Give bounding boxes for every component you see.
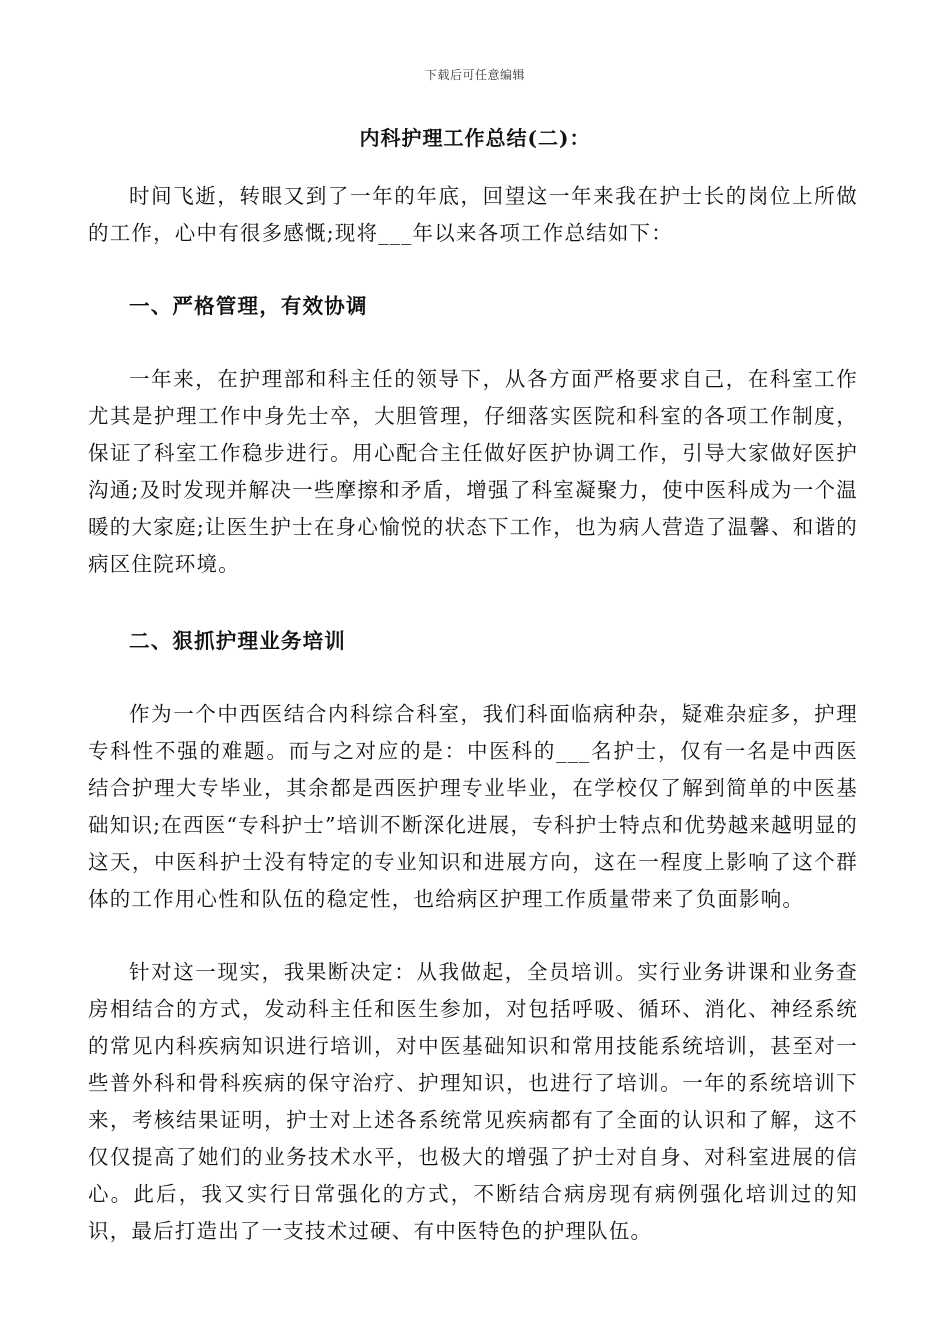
intro-paragraph: 时间飞逝，转眼又到了一年的年底，回望这一年来我在护士长的岗位上所做的工作，心中有很多感慨;现将___年以来各项工作总结如下：: [88, 184, 858, 245]
section-heading-1: 一、严格管理，有效协调: [129, 294, 368, 318]
section-2-paragraph-2: 针对这一现实，我果断决定：从我做起，全员培训。实行业务讲课和业务查房相结合的方式，发动科主任和医生参加，对包括呼吸、循环、消化、神经系统的常见内科疾病知识进行培训，对中医基础知识和常用技能系统培训，甚至对一些普外科和骨科疾病的保守治疗、护理知识，也进行了培训。一年的系统培训下来，考核结果证明，护士对上述各系统常见疾病都有了全面的认识和了解，这不仅仅提高了她们的业务技术水平，也极大的增强了护士对自身、对科室进展的信心。此后，我又实行日常强化的方式，不断结合病房现有病例强化培训过的知识，最后打造出了一支技术过硬、有中医特色的护理队伍。: [88, 960, 858, 1243]
section-heading-2: 二、狠抓护理业务培训: [129, 629, 346, 653]
document-title: 内科护理工作总结(二)：: [359, 126, 591, 150]
document-body: [88, 178, 858, 1250]
header-note: 下载后可任意编辑: [424, 68, 525, 82]
section-1-paragraph-1: 一年来，在护理部和科主任的领导下，从各方面严格要求自己，在科室工作尤其是护理工作中身先士卒，大胆管理，仔细落实医院和科室的各项工作制度，保证了科室工作稳步进行。用心配合主任做好医护协调工作，引导大家做好医护沟通;及时发现并解决一些摩擦和矛盾，增强了科室凝聚力，使中医科成为一个温暖的大家庭;让医生护士在身心愉悦的状态下工作，也为病人营造了温馨、和谐的病区住院环境。: [88, 367, 858, 576]
section-2-paragraph-1: 作为一个中西医结合内科综合科室，我们科面临病种杂，疑难杂症多，护理专科性不强的难题。而与之对应的是：中医科的___名护士，仅有一名是中西医结合护理大专毕业，其余都是西医护理专业毕业，在学校仅了解到简单的中医基础知识;在西医“专科护士”培训不断深化进展，专科护士特点和优势越来越明显的这天，中医科护士没有特定的专业知识和进展方向，这在一程度上影响了这个群体的工作用心性和队伍的稳定性，也给病区护理工作质量带来了负面影响。: [88, 702, 858, 911]
